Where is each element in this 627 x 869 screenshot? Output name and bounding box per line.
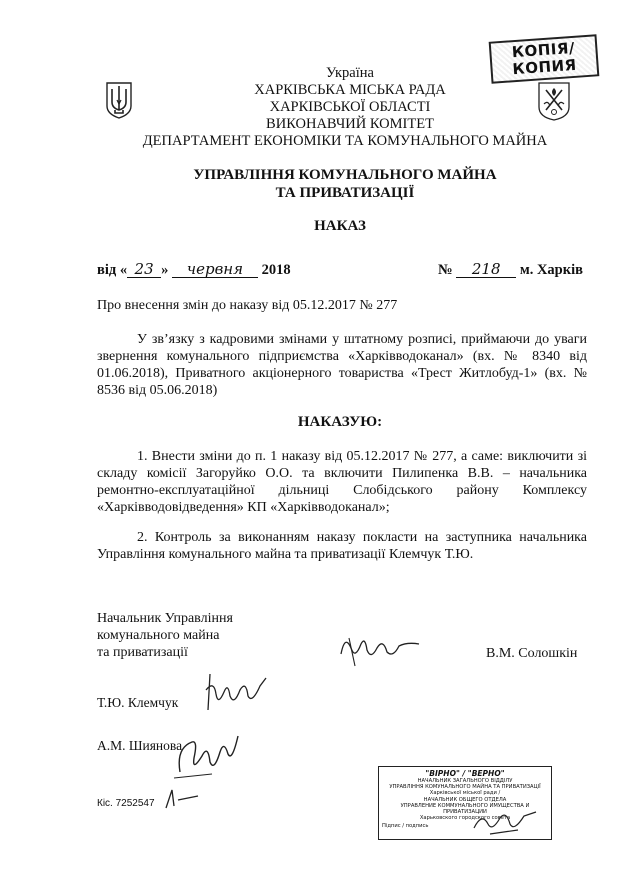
date-year: 2018 [261, 262, 291, 278]
verified-stamp-line1: НАЧАЛЬНИК ЗАГАЛЬНОГО ВІДДІЛУ [417, 778, 513, 784]
organization-line1: УПРАВЛІННЯ КОМУНАЛЬНОГО МАЙНА [193, 167, 497, 183]
preamble-paragraph [97, 331, 587, 399]
visa-1: Т.Ю. Клемчук [97, 695, 179, 710]
verified-stamp-title: "ВІРНО" / "ВЕРНО" [425, 769, 505, 778]
organization-line2: ТА ПРИВАТИЗАЦІЇ [275, 185, 415, 201]
copy-stamp-line2: КОПИЯ [511, 55, 578, 79]
order-word: НАКАЗУЮ: [297, 414, 383, 430]
header-committee: ВИКОНАВЧИЙ КОМІТЕТ [266, 116, 434, 132]
header-country: Україна [326, 65, 374, 81]
header-council: ХАРКІВСЬКА МІСЬКА РАДА [254, 82, 446, 98]
letterhead [100, 65, 600, 150]
verified-stamp-line3: Харківської міської ради / [429, 790, 501, 797]
order-item-1 [97, 448, 587, 516]
signatory-title-line1: Начальник Управління [97, 611, 233, 626]
order-item-1-text: 1. Внести зміни до п. 1 наказу від 05.12.2017 № 277, а саме: виключити зі складу комісії Загоруйко О.О. та включити Пилипенка В.В. – начальника ремонтно-експлуатаційної дільниці Слобідського району Комплексу «Харківводовідведення» КП «Харківводоканал»; [97, 449, 587, 515]
date-line [97, 262, 291, 279]
head-signature [335, 630, 425, 670]
date-prefix: від « [97, 262, 128, 278]
signatory-title [97, 610, 233, 661]
copies-note-mark [162, 786, 202, 812]
verified-stamp-signature [470, 806, 540, 836]
verified-stamp-line5: УПРАВЛЕНИЕ КОММУНАЛЬНОГО ИМУЩЕСТВА И ПРИВАТИЗАЦИИ [400, 802, 530, 816]
verified-stamp-line2: УПРАВЛІННЯ КОМУНАЛЬНОГО МАЙНА ТА ПРИВАТИЗАЦІЇ [389, 784, 541, 791]
organization-title [120, 166, 570, 202]
copy-stamp-line1: КОПІЯ/ [511, 38, 576, 62]
date-month: червня [172, 262, 258, 278]
number-prefix: № [438, 262, 453, 278]
header-department: ДЕПАРТАМЕНТ ЕКОНОМІКИ ТА КОМУНАЛЬНОГО МАЙНА [142, 133, 548, 149]
visa-1-signature [200, 670, 270, 715]
copies-note: Кіс. 7252547 [97, 798, 155, 809]
number-line [438, 262, 583, 279]
verified-stamp-sign-label: Підпис / подпись [382, 823, 429, 830]
city: м. Харків [519, 262, 583, 278]
verified-stamp-line4: НАЧАЛЬНИК ОБЩЕГО ОТДЕЛА [423, 796, 507, 803]
visa-2-signature [172, 728, 242, 783]
date-mid: » [161, 262, 169, 278]
document-type: НАКАЗ [314, 218, 366, 234]
order-item-2-text: 2. Контроль за виконанням наказу покласти на заступника начальника Управління комунального майна та приватизації Клемчук Т.Ю. [97, 530, 587, 562]
order-subject: Про внесення змін до наказу від 05.12.2017 № 277 [97, 298, 398, 313]
date-day: 23 [127, 262, 161, 278]
header-oblast: ХАРКІВСЬКОЇ ОБЛАСТІ [269, 99, 431, 115]
order-number: 218 [456, 262, 516, 278]
order-item-2 [97, 529, 587, 563]
signatory-title-line2: комунального майна [97, 628, 220, 643]
signatory-name: В.М. Солошкін [486, 646, 578, 661]
verified-stamp-line6: Харьковского городского совета [419, 815, 511, 822]
visa-2: А.М. Шиянова [97, 738, 183, 753]
signatory-title-line3: та приватизації [97, 645, 188, 660]
preamble-text: У зв’язку з кадровими змінами у штатному розписі, приймаючи до уваги звернення комунального підприємства «Харківводоканал» (вх. № 8340 від 01.06.2018), Приватного акціонерного товариства «Трест Житлобуд-1» (вх. № 8536 від 05.06.2018) [97, 332, 587, 398]
